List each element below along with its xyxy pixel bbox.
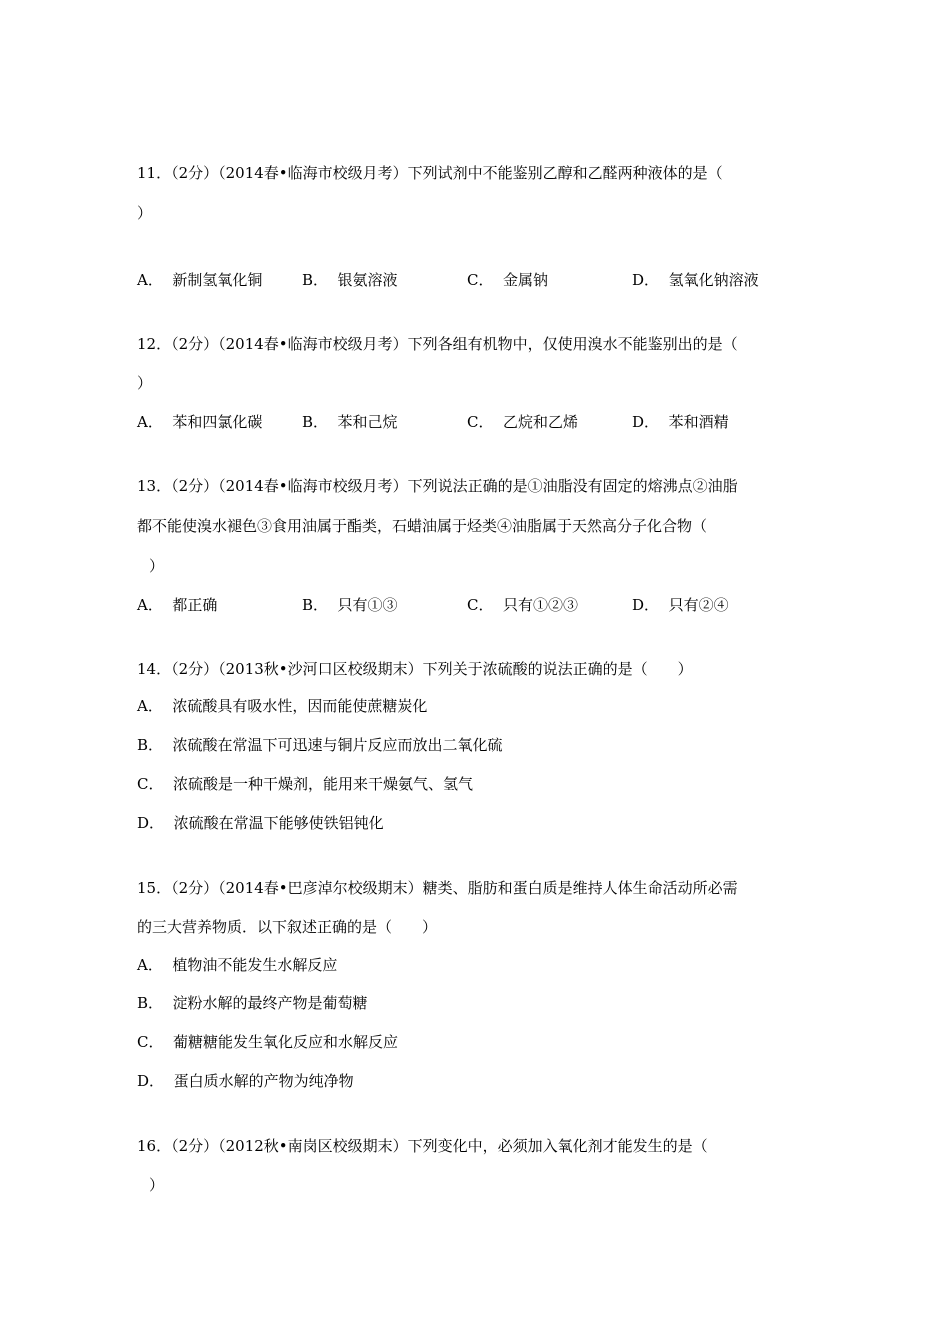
question-15-option-c: C． 葡糖糖能发生氧化反应和水解反应	[137, 1033, 399, 1051]
question-12-option-d: D． 苯和酒精	[632, 413, 729, 431]
question-11-stem: 11．（2分）（2014春•临海市校级月考）下列试剂中不能鉴别乙醇和乙醛两种液体的是（	[137, 164, 723, 182]
question-14-stem: 14．（2分）（2013秋•沙河口区校级期末）下列关于浓硫酸的说法正确的是（ ）	[137, 660, 693, 678]
question-12-stem: 12．（2分）（2014春•临海市校级月考）下列各组有机物中，仅使用溴水不能鉴别出的是（	[137, 335, 738, 353]
question-13-option-c: C． 只有①②③	[467, 596, 579, 614]
question-13-stem-cont: 都不能使溴水褪色③食用油属于酯类，石蜡油属于烃类④油脂属于天然高分子化合物（	[137, 517, 708, 535]
question-15-stem: 15．（2分）（2014春•巴彦淖尔校级期末）糖类、脂肪和蛋白质是维持人体生命活动所必需	[137, 879, 738, 897]
question-16-stem: 16．（2分）（2012秋•南岗区校级期末）下列变化中，必须加入氧化剂才能发生的是（	[137, 1137, 708, 1155]
question-11-option-a: A． 新制氢氧化铜	[137, 271, 263, 289]
question-13-stem: 13．（2分）（2014春•临海市校级月考）下列说法正确的是①油脂没有固定的熔沸点②油脂	[137, 477, 738, 495]
question-12-option-c: C． 乙烷和乙烯	[467, 413, 579, 431]
question-13-option-b: B． 只有①③	[302, 596, 398, 614]
question-12-option-a: A． 苯和四氯化碳	[137, 413, 263, 431]
question-14-option-d: D． 浓硫酸在常温下能够使铁铝钝化	[137, 814, 384, 832]
question-13-option-a: A． 都正确	[137, 596, 218, 614]
question-14-option-a: A． 浓硫酸具有吸水性，因而能使蔗糖炭化	[137, 697, 428, 715]
question-13-option-d: D． 只有②④	[632, 596, 729, 614]
question-15-option-d: D． 蛋白质水解的产物为纯净物	[137, 1072, 354, 1090]
question-12-option-b: B． 苯和己烷	[302, 413, 398, 431]
question-14-option-b: B． 浓硫酸在常温下可迅速与铜片反应而放出二氧化硫	[137, 736, 503, 754]
question-16-stem-cont: ）	[149, 1176, 165, 1194]
question-11-option-b: B． 银氨溶液	[302, 271, 398, 289]
question-15-option-b: B． 淀粉水解的最终产物是葡萄糖	[137, 994, 368, 1012]
question-15-stem-cont: 的三大营养物质．以下叙述正确的是（ ）	[137, 918, 438, 936]
question-11-option-d: D． 氢氧化钠溶液	[632, 271, 759, 289]
question-14-option-c: C． 浓硫酸是一种干燥剂，能用来干燥氨气、氢气	[137, 775, 474, 793]
question-15-option-a: A． 植物油不能发生水解反应	[137, 956, 338, 974]
question-11-option-c: C． 金属钠	[467, 271, 549, 289]
question-11-stem-cont: ）	[137, 204, 153, 222]
question-12-stem-cont: ）	[137, 374, 153, 392]
question-13-stem-end: ）	[149, 557, 165, 575]
